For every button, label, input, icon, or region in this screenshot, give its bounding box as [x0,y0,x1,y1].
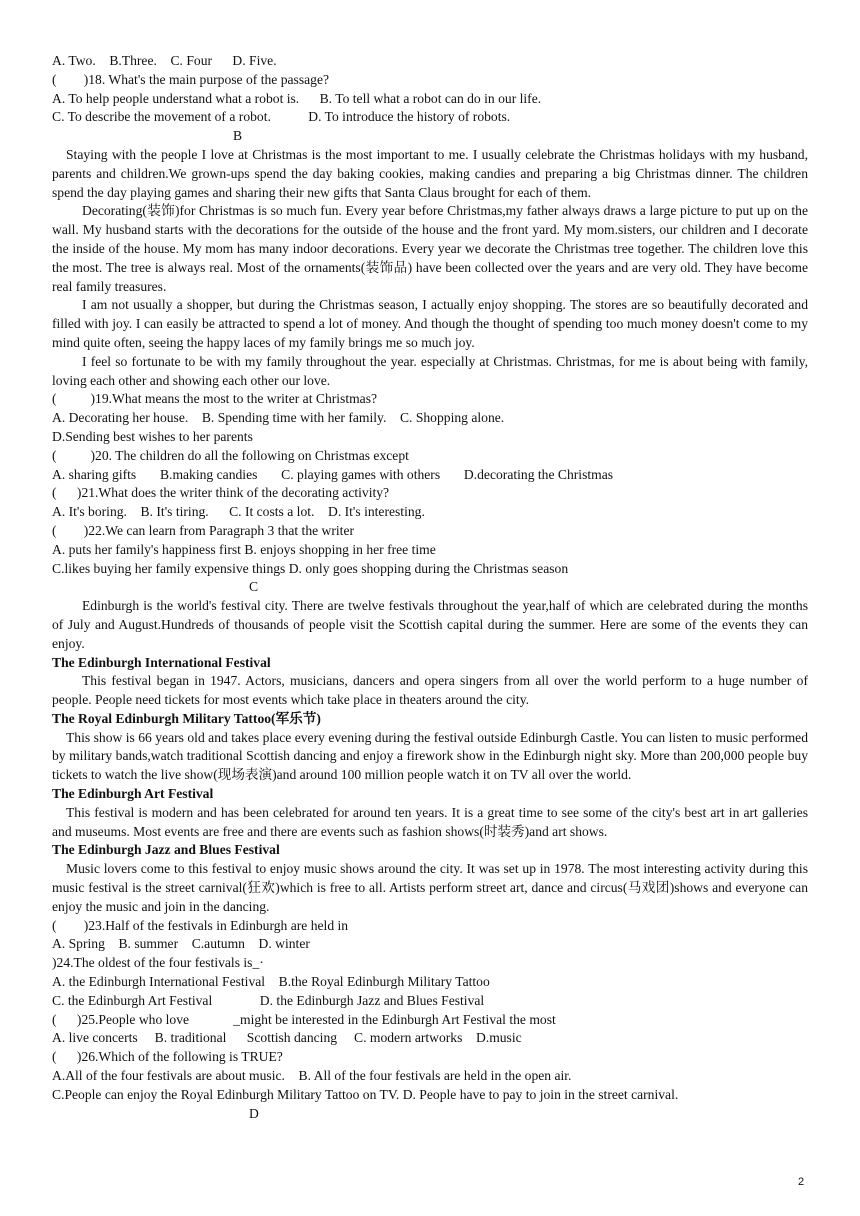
q20-options: A. sharing gifts B.making candies C. playing games with others D.decorating the Christmas [52,466,614,482]
q19-options-abc: A. Decorating her house. B. Spending time with her family. C. Shopping alone. [52,410,505,426]
passage-c-intro: Edinburgh is the world's festival city. There are twelve festivals throughout the year,half of which are celebrated during the months of July and August.Hundreds of thousands of people visit the Scottish capital during the summer. Here are some of the events they can enjoy. [52,598,808,651]
festival-tattoo-text: This show is 66 years old and takes place every evening during the festival outside Edinburgh Castle. You can listen to music performed by military bands,watch traditional Scottish dancing and enjoy a firework show in the Edinburgh night sky. More than 200,000 people buy tickets to watch the live show(现场表演)and around 100 million people watch it on TV all over the world. [52,729,808,783]
passage-b-paragraph-2: Decorating(装饰)for Christmas is so much fun. Every year before Christmas,my father always draws a large picture to put up on the wall. My husband starts with the decorations for the outside of the house and the front yard. My mom.sisters, our children and I decorate the inside of the house. My mom has many indoor decorations. Every year we decorate the Christmas tree together. The children love this the most. The tree is always real. Most of the ornaments(装饰品) have been collected over the years and are very old. They have become real family treasures. [52,203,808,294]
q24-stem: )24.The oldest of the four festivals is_· [52,955,264,971]
document-page [52,52,808,1123]
q25-options: A. live concerts B. traditional Scottish dancing C. modern artworks D.music [52,1030,522,1046]
q22-options-ab: A. puts her family's happiness first B. enjoys shopping in her free time [52,541,436,557]
q26-stem: ( )26.Which of the following is TRUE? [52,1049,283,1065]
q25-stem: ( )25.People who love _might be interested in the Edinburgh Art Festival the most [52,1011,556,1027]
festival-art-text: This festival is modern and has been celebrated for around ten years. It is a great time to see some of the city's best art in art galleries and museums. Most events are free and there are events such as fashion shows(时装秀)and art shows. [52,804,808,839]
q20-stem: ( )20. The children do all the following on Christmas except [52,447,409,463]
section-b-label: B [233,128,243,144]
q23-stem: ( )23.Half of the festivals in Edinburgh are held in [52,917,349,933]
q22-stem: ( )22.We can learn from Paragraph 3 that the writer [52,522,355,538]
festival-heading-tattoo: The Royal Edinburgh Military Tattoo(军乐节) [52,710,321,726]
q23-options: A. Spring B. summer C.autumn D. winter [52,936,310,952]
q19-option-d: D.Sending best wishes to her parents [52,428,253,444]
festival-international-text: This festival began in 1947. Actors, musicians, dancers and opera singers from all over the world perform to a huge number of people. People need tickets for most events which take place in theaters around the city. [52,673,808,708]
q24-options-ab: A. the Edinburgh International Festival B.the Royal Edinburgh Military Tattoo [52,974,490,990]
festival-heading-jazz: The Edinburgh Jazz and Blues Festival [52,842,280,858]
q24-options-cd: C. the Edinburgh Art Festival D. the Edinburgh Jazz and Blues Festival [52,992,485,1008]
passage-b-paragraph-3: I am not usually a shopper, but during the Christmas season, I actually enjoy shopping. The stores are so beautifully decorated and filled with joy. I can easily be attracted to spend a lot of money. And though the thought of spending too much money doesn't come to my mind quite often, seeing the happy laces of my family brings me so much joy. [52,297,808,350]
q19-stem: ( )19.What means the most to the writer at Christmas? [52,391,378,407]
passage-b-paragraph-4: I feel so fortunate to be with my family throughout the year. especially at Christmas. Christmas, for me is about being with family, loving each other and showing each other our love. [52,353,808,388]
festival-heading-international: The Edinburgh International Festival [52,654,271,670]
q26-options-ab: A.All of the four festivals are about music. B. All of the four festivals are held in the open air. [52,1068,572,1084]
q17-options: A. Two. B.Three. C. Four D. Five. [52,53,277,68]
q21-options: A. It's boring. B. It's tiring. C. It costs a lot. D. It's interesting. [52,504,425,520]
q26-options-cd: C.People can enjoy the Royal Edinburgh Military Tattoo on TV. D. People have to pay to join in the street carnival. [52,1086,679,1102]
section-c-label: C [249,579,259,595]
festival-heading-art: The Edinburgh Art Festival [52,786,214,802]
section-d-label: D [249,1105,259,1121]
q21-stem: ( )21.What does the writer think of the decorating activity? [52,485,390,501]
q18-options-ab: A. To help people understand what a robot is. B. To tell what a robot can do in our life. [52,90,542,106]
page-number: 2 [798,1176,805,1188]
festival-jazz-text: Music lovers come to this festival to enjoy music shows around the city. It was set up in 1978. The most interesting activity during this music festival is the street carnival(狂欢)which is free to all. Artists perform street art, dance and circus(马戏团)shows and everyone can enjoy the music and join in the dancing. [52,861,808,914]
q18-options-cd: C. To describe the movement of a robot. D. To introduce the history of robots. [52,109,511,125]
q18-stem: ( )18. What's the main purpose of the passage? [52,71,330,87]
passage-b-paragraph-1: Staying with the people I love at Christmas is the most important to me. I usually celebrate the Christmas holidays with my husband, parents and children.We grown-ups spend the day baking cookies, making candies and preparing a big Christmas dinner. The children spend the day playing games and sharing their new gifts that Santa Claus brought for each of them. [52,146,808,200]
q22-options-cd: C.likes buying her family expensive things D. only goes shopping during the Christmas season [52,560,569,576]
